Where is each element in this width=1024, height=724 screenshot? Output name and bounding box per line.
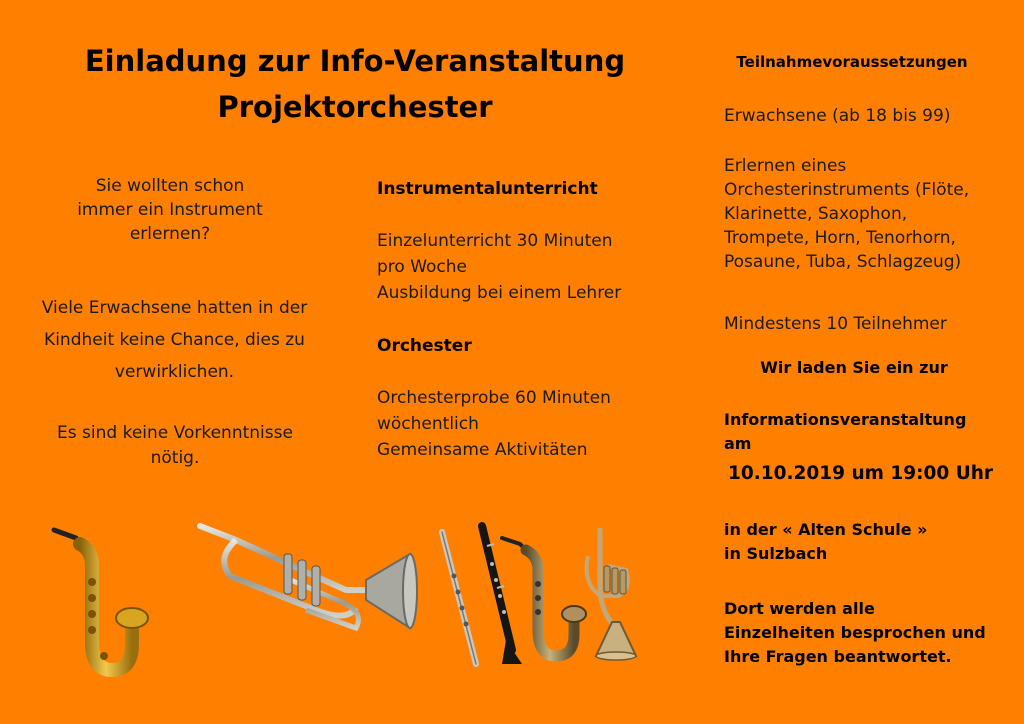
- abschluss-line: Ihre Fragen beantwortet.: [724, 647, 952, 666]
- kindheit-line: Kindheit keine Chance, dies zu: [44, 330, 305, 350]
- orchester-line: wöchentlich: [377, 414, 479, 434]
- instrumente-line: Klarinette, Saxophon,: [724, 204, 908, 224]
- title-line-1: Einladung zur Info-Veranstaltung: [84, 44, 626, 78]
- instrumente-text: [724, 154, 969, 274]
- instrumente-line: Orchesterinstruments (Flöte,: [724, 180, 970, 200]
- vorkenntnisse-text: [30, 421, 320, 471]
- saxophone-icon: [48, 524, 143, 684]
- vorkenntnisse-line: nötig.: [150, 448, 200, 468]
- trumpet-upright-icon: [578, 526, 644, 662]
- teilnahme-heading: Teilnahmevoraussetzungen: [736, 53, 968, 71]
- kindheit-line: verwirklichen.: [114, 362, 235, 382]
- page-title: [40, 38, 670, 130]
- intro-text: [60, 174, 280, 246]
- alto-saxophone-icon: [498, 534, 584, 664]
- intro-line: Sie wollten schon: [95, 176, 245, 196]
- instrumente-line: Erlernen eines: [724, 156, 847, 176]
- datum-text: 10.10.2019 um 19:00 Uhr: [728, 463, 994, 484]
- unterricht-line: pro Woche: [377, 257, 468, 277]
- orchester-line: Gemeinsame Aktivitäten: [377, 440, 588, 460]
- vorkenntnisse-line: Es sind keine Vorkenntnisse: [57, 423, 293, 443]
- kindheit-text: [22, 292, 327, 388]
- unterricht-line: Ausbildung bei einem Lehrer: [377, 283, 622, 303]
- abschluss-line: Einzelheiten besprochen und: [724, 623, 986, 642]
- intro-line: immer ein Instrument: [77, 200, 263, 220]
- unterricht-heading: Instrumentalunterricht: [377, 179, 598, 199]
- intro-line: erlernen?: [129, 224, 211, 244]
- ort-text: [724, 518, 927, 566]
- instrumente-line: Posaune, Tuba, Schlagzeug): [724, 252, 962, 272]
- mindestens-text: Mindestens 10 Teilnehmer: [724, 314, 947, 334]
- unterricht-line: Einzelunterricht 30 Minuten: [377, 231, 613, 251]
- ort-line: in der « Alten Schule »: [724, 520, 928, 539]
- kindheit-line: Viele Erwachsene hatten in der: [41, 298, 308, 318]
- einladung-text: Wir laden Sie ein zur: [760, 358, 948, 377]
- instrumente-line: Trompete, Horn, Tenorhorn,: [724, 228, 956, 248]
- erwachsene-text: Erwachsene (ab 18 bis 99): [724, 106, 951, 126]
- abschluss-text: [724, 597, 986, 669]
- unterricht-details: [377, 228, 621, 306]
- ort-line: in Sulzbach: [724, 544, 828, 563]
- veranstaltung-line: Informationsveranstaltung: [724, 410, 967, 429]
- orchester-line: Orchesterprobe 60 Minuten: [377, 388, 611, 408]
- veranstaltung-text: [724, 408, 966, 456]
- title-line-2: Projektorchester: [217, 90, 493, 124]
- abschluss-line: Dort werden alle: [724, 599, 875, 618]
- trumpet-icon: [196, 518, 418, 646]
- orchester-details: [377, 385, 611, 463]
- orchester-heading: Orchester: [377, 336, 472, 356]
- veranstaltung-line: am: [724, 434, 752, 453]
